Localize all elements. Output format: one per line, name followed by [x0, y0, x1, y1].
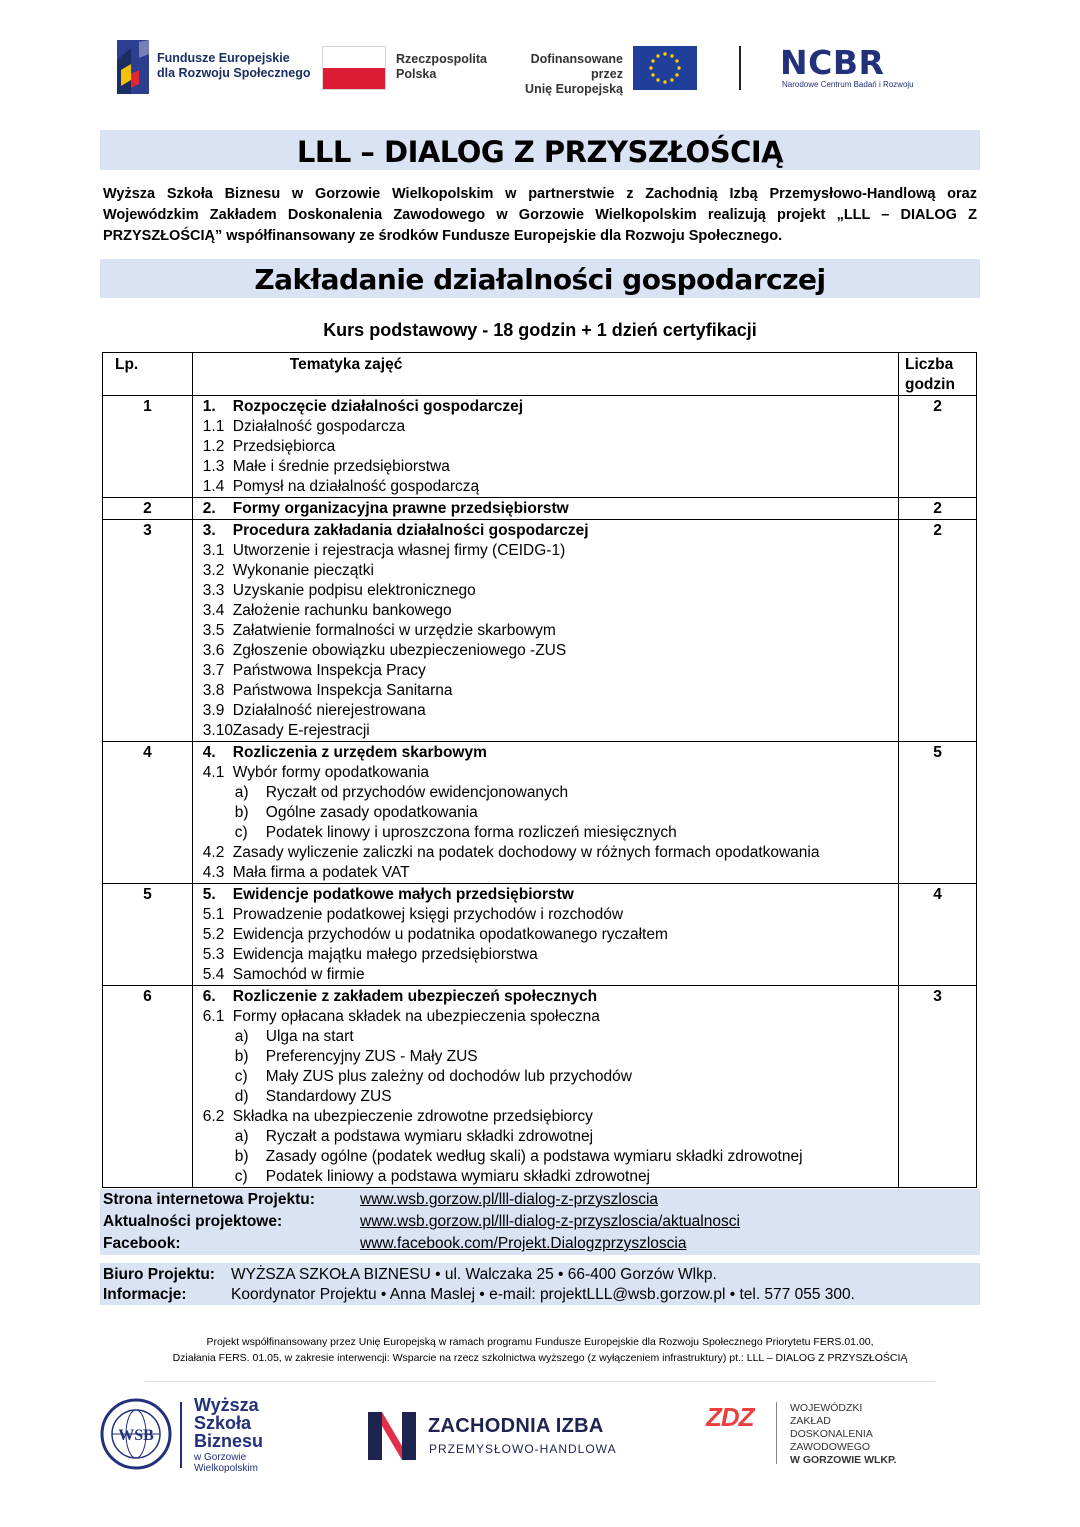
row-hours: 5 [899, 742, 977, 884]
program-table [102, 352, 977, 1188]
row-hours: 2 [899, 520, 977, 742]
wsb-divider [180, 1402, 182, 1468]
header-logos [115, 38, 955, 98]
topic-item [203, 905, 898, 925]
subject-band [100, 259, 980, 298]
topic-text: Zasady ogólne (podatek według skali) a podstawa wymiaru składki zdrowotnej [265, 1148, 803, 1165]
news-label: Aktualności projektowe: [103, 1213, 283, 1230]
row-topics [192, 986, 898, 1188]
topic-text: Państwowa Inspekcja Sanitarna [232, 682, 453, 699]
rzeczpospolita-polska-logo [322, 46, 492, 90]
topic-item [203, 1007, 898, 1027]
row-hours: 3 [899, 986, 977, 1188]
topic-number: 1.1 [202, 418, 225, 435]
topic-text: Ewidencja majątku małego przedsiębiorstwa [232, 946, 538, 963]
topic-number: 5. [202, 886, 216, 903]
topic-text: Załatwienie formalności w urzędzie skarbowym [232, 622, 556, 639]
eu-logo-text: Dofinansowane przez Unię Europejską [525, 52, 623, 96]
topic-number: 4.3 [202, 864, 225, 881]
topic-heading [203, 397, 898, 417]
zi-subtitle: PRZEMYSŁOWO-HANDLOWA [429, 1442, 617, 1456]
row-number: 5 [103, 884, 193, 986]
topic-item [203, 417, 898, 437]
row-number: 1 [103, 396, 193, 498]
topic-text: Wybór formy opodatkowania [232, 764, 430, 781]
contact-label: Informacje: [103, 1286, 187, 1303]
topic-item [203, 561, 898, 581]
topic-number: 5.2 [202, 926, 225, 943]
topic-number: 3.2 [202, 562, 225, 579]
topic-text: Zgłoszenie obowiązku ubezpieczeniowego -ZUS [232, 642, 567, 659]
intro-paragraph: Wyższa Szkoła Biznesu w Gorzowie Wielkopolskim w partnerstwie z Zachodnią Izbą Przemysłowo-Handlową oraz Wojewódzkim Zakładem Doskonalenia Zawodowego w Gorzowie Wielkopolskim realizują projekt „LLL – DIALOG Z PRZYSZŁOŚCIĄ” współfinansowany ze środków Fundusze Europejskie dla Rozwoju Społecznego. [103, 186, 977, 244]
topic-number: c) [234, 1168, 248, 1185]
topic-text: Uzyskanie podpisu elektronicznego [232, 582, 476, 599]
office-label: Biuro Projektu: [103, 1266, 215, 1283]
topic-item [203, 1107, 898, 1127]
svg-text:WSB: WSB [118, 1427, 154, 1444]
wsb-seal-icon [100, 1398, 172, 1470]
topic-item [203, 803, 898, 823]
topic-number: 6.1 [202, 1008, 225, 1025]
topic-item [203, 621, 898, 641]
topic-text: Podatek liniowy a podstawa wymiaru składki zdrowotnej [265, 1168, 651, 1185]
topic-item [203, 763, 898, 783]
topic-text: Działalność gospodarcza [232, 418, 406, 435]
topic-number: 5.4 [202, 966, 225, 983]
wsb-logo [100, 1395, 280, 1478]
topic-text: Rozliczenia z urzędem skarbowym [232, 744, 487, 761]
topic-item [203, 925, 898, 945]
topic-text: Przedsiębiorca [232, 438, 336, 455]
website-label: Strona internetowa Projektu: [103, 1191, 315, 1208]
row-number: 2 [103, 498, 193, 520]
topic-text: Prowadzenie podatkowej księgi przychodów i rozchodów [232, 906, 624, 923]
topic-text: Działalność nierejestrowana [232, 702, 426, 719]
course-subject: Zakładanie działalności gospodarczej [254, 263, 826, 296]
office-row [103, 1265, 973, 1285]
topic-text: Utworzenie i rejestracja własnej firmy (CEIDG-1) [232, 542, 566, 559]
topic-text: Składka na ubezpieczenie zdrowotne przedsiębiorcy [232, 1108, 593, 1125]
topic-text: Wykonanie pieczątki [232, 562, 374, 579]
topic-item [203, 1147, 898, 1167]
topic-item [203, 1167, 898, 1187]
topic-number: 3.3 [202, 582, 225, 599]
table-row [103, 498, 977, 520]
topic-number: 5.1 [202, 906, 225, 923]
row-hours: 4 [899, 884, 977, 986]
topic-number: 3.1 [202, 542, 225, 559]
topic-item [203, 601, 898, 621]
topic-item [203, 477, 898, 497]
topic-text: Pomysł na działalność gospodarczą [232, 478, 480, 495]
topic-text: Procedura zakładania działalności gospodarczej [232, 522, 589, 539]
topic-text: Mała firma a podatek VAT [232, 864, 410, 881]
topic-item [203, 783, 898, 803]
zdz-divider [776, 1402, 777, 1464]
facebook-label: Facebook: [103, 1235, 181, 1252]
topic-number: a) [234, 1128, 249, 1145]
topic-number: 1. [202, 398, 216, 415]
zdz-logo [706, 1400, 926, 1470]
row-topics [192, 884, 898, 986]
topic-number: 4.1 [202, 764, 225, 781]
topic-text: Zasady E-rejestracji [232, 722, 370, 739]
topic-number: 1.3 [202, 458, 225, 475]
topic-text: Rozliczenie z zakładem ubezpieczeń społecznych [232, 988, 598, 1005]
topic-number: 3.5 [202, 622, 225, 639]
topic-item [203, 641, 898, 661]
topic-text: Preferencyjny ZUS - Mały ZUS [265, 1048, 478, 1065]
row-number: 3 [103, 520, 193, 742]
topic-item [203, 965, 898, 985]
row-topics [192, 742, 898, 884]
topic-number: a) [234, 1028, 249, 1045]
topic-item [203, 457, 898, 477]
row-number: 4 [103, 742, 193, 884]
row-topics [192, 498, 898, 520]
topic-item [203, 863, 898, 883]
table-row [103, 986, 977, 1188]
topic-text: Formy opłacana składek na ubezpieczenia społeczna [232, 1008, 600, 1025]
topic-number: 3. [202, 522, 216, 539]
table-row [103, 742, 977, 884]
topic-text: Ogólne zasady opodatkowania [265, 804, 478, 821]
topic-item [203, 1027, 898, 1047]
topic-text: Ewidencja przychodów u podatnika opodatkowanego ryczałtem [232, 926, 668, 943]
ncbr-wordmark: NCBR [780, 43, 885, 82]
news-row [103, 1211, 973, 1233]
eu-flag-icon [633, 46, 697, 90]
topic-text: Ulga na start [265, 1028, 354, 1045]
eu-cofinancing-logo [503, 46, 703, 96]
topic-text: Standardowy ZUS [265, 1088, 392, 1105]
topic-item [203, 843, 898, 863]
topic-text: Ryczałt od przychodów ewidencjonowanych [265, 784, 569, 801]
topic-number: b) [234, 1048, 249, 1065]
topic-number: d) [234, 1088, 249, 1105]
zdz-name: WOJEWÓDZKI ZAKŁAD DOSKONALENIA ZAWODOWEGO W GORZOWIE WLKP. [790, 1402, 897, 1466]
topic-item [203, 437, 898, 457]
topic-number: 3.10 [202, 722, 233, 739]
table-row [103, 884, 977, 986]
topic-item [203, 701, 898, 721]
website-row [103, 1189, 973, 1211]
row-hours: 2 [899, 498, 977, 520]
topic-text: Założenie rachunku bankowego [232, 602, 452, 619]
topic-number: c) [234, 1068, 248, 1085]
topic-number: 1.4 [202, 478, 225, 495]
topic-text: Rozpoczęcie działalności gospodarczej [232, 398, 524, 415]
topic-number: 3.9 [202, 702, 225, 719]
ncbr-subtitle: Narodowe Centrum Badań i Rozwoju [782, 80, 914, 89]
topic-text: Ewidencje podatkowe małych przedsiębiorstw [232, 886, 574, 903]
topic-text: Mały ZUS plus zależny od dochodów lub przychodów [265, 1068, 632, 1085]
facebook-link[interactable]: www.facebook.com/Projekt.Dialogzprzyszloscia [360, 1235, 687, 1252]
topic-number: 3.7 [202, 662, 225, 679]
ncbr-logo [780, 43, 955, 90]
table-row [103, 520, 977, 742]
row-hours: 2 [899, 396, 977, 498]
funding-footnote: Projekt współfinansowany przez Unię Europejską w ramach programu Fundusze Europejskie dla Rozwoju Społecznego Priorytetu FERS.01.00, Działania FERS. 01.05, w zakresie interwencji: Wsparcie na rzecz szkolnictwa wyższego (z wyłączeniem infrastruktury) pt.: LLL – DIALOG Z PRZYSZŁOŚCIĄ [172, 1336, 908, 1364]
topic-number: 6. [202, 988, 216, 1005]
topic-item [203, 681, 898, 701]
topic-heading [203, 987, 898, 1007]
fe-mark-icon [117, 40, 149, 94]
pl-logo-text: Rzeczpospolita Polska [396, 52, 487, 81]
polish-flag-icon [322, 46, 386, 90]
footer-divider [145, 1381, 935, 1382]
row-topics [192, 396, 898, 498]
news-link[interactable]: www.wsb.gorzow.pl/lll-dialog-z-przyszloscia/aktualnosci [360, 1213, 740, 1230]
facebook-row [103, 1233, 973, 1255]
page-title: LLL – DIALOG Z PRZYSZŁOŚCIĄ [296, 135, 784, 169]
contact-row [103, 1285, 973, 1305]
table-header-row [103, 353, 977, 396]
topic-number: b) [234, 804, 249, 821]
topic-number: 3.6 [202, 642, 225, 659]
topic-item [203, 661, 898, 681]
fundusze-europejskie-logo [115, 38, 315, 96]
topic-text: Formy organizacyjna prawne przedsiębiorstw [232, 500, 569, 517]
topic-text: Podatek linowy i uproszczona forma rozliczeń miesięcznych [265, 824, 677, 841]
row-number: 6 [103, 986, 193, 1188]
topic-item [203, 823, 898, 843]
topic-item [203, 945, 898, 965]
topic-item [203, 581, 898, 601]
header-hours: Liczba godzin [899, 353, 977, 396]
zi-mark-icon [368, 1412, 416, 1460]
topic-number: 2. [202, 500, 216, 517]
title-band [100, 130, 980, 170]
topic-text: Małe i średnie przedsiębiorstwa [232, 458, 450, 475]
topic-number: b) [234, 1148, 249, 1165]
topic-item [203, 1127, 898, 1147]
topic-text: Ryczałt a podstawa wymiaru składki zdrowotnej [265, 1128, 594, 1145]
topic-item [203, 1047, 898, 1067]
website-link[interactable]: www.wsb.gorzow.pl/lll-dialog-z-przyszloscia [360, 1191, 659, 1208]
topic-heading [203, 743, 898, 763]
zi-name: ZACHODNIA IZBA [428, 1415, 604, 1437]
project-office-box [100, 1263, 980, 1305]
project-links-box [100, 1189, 980, 1255]
topic-number: c) [234, 824, 248, 841]
topic-number: 4. [202, 744, 216, 761]
header-topic: Tematyka zajęć [192, 353, 898, 396]
topic-text: Samochód w firmie [232, 966, 365, 983]
zdz-mark: ZDZ [706, 1402, 754, 1432]
topic-item [203, 721, 898, 741]
office-address: WYŻSZA SZKOŁA BIZNESU • ul. Walczaka 25 • 66-400 Gorzów Wlkp. [231, 1266, 717, 1283]
topic-item [203, 1087, 898, 1107]
fe-logo-text: Fundusze Europejskie dla Rozwoju Społecznego [157, 51, 311, 80]
topic-number: 3.8 [202, 682, 225, 699]
topic-number: 6.2 [202, 1108, 225, 1125]
topic-heading [203, 499, 898, 519]
topic-heading [203, 885, 898, 905]
wsb-name: Wyższa Szkoła Biznesu [194, 1395, 264, 1451]
contact-info: Koordynator Projektu • Anna Maslej • e-mail: projektLLL@wsb.gorzow.pl • tel. 577 055 300. [231, 1286, 855, 1303]
topic-text: Zasady wyliczenie zaliczki na podatek dochodowy w różnych formach opodatkowania [232, 844, 820, 861]
program-table-body [103, 396, 977, 1188]
topic-number: 4.2 [202, 844, 225, 861]
topic-text: Państwowa Inspekcja Pracy [232, 662, 426, 679]
row-topics [192, 520, 898, 742]
topic-number: 5.3 [202, 946, 225, 963]
wsb-location: w Gorzowie Wielkopolskim [194, 1452, 258, 1474]
topic-item [203, 541, 898, 561]
zachodnia-izba-logo [368, 1412, 628, 1462]
topic-heading [203, 521, 898, 541]
table-row [103, 396, 977, 498]
topic-number: 3.4 [202, 602, 225, 619]
topic-item [203, 1067, 898, 1087]
course-info: Kurs podstawowy - 18 godzin + 1 dzień certyfikacji [323, 320, 757, 340]
header-lp: Lp. [103, 353, 193, 396]
topic-number: a) [234, 784, 249, 801]
logo-divider [739, 46, 741, 90]
topic-number: 1.2 [202, 438, 225, 455]
